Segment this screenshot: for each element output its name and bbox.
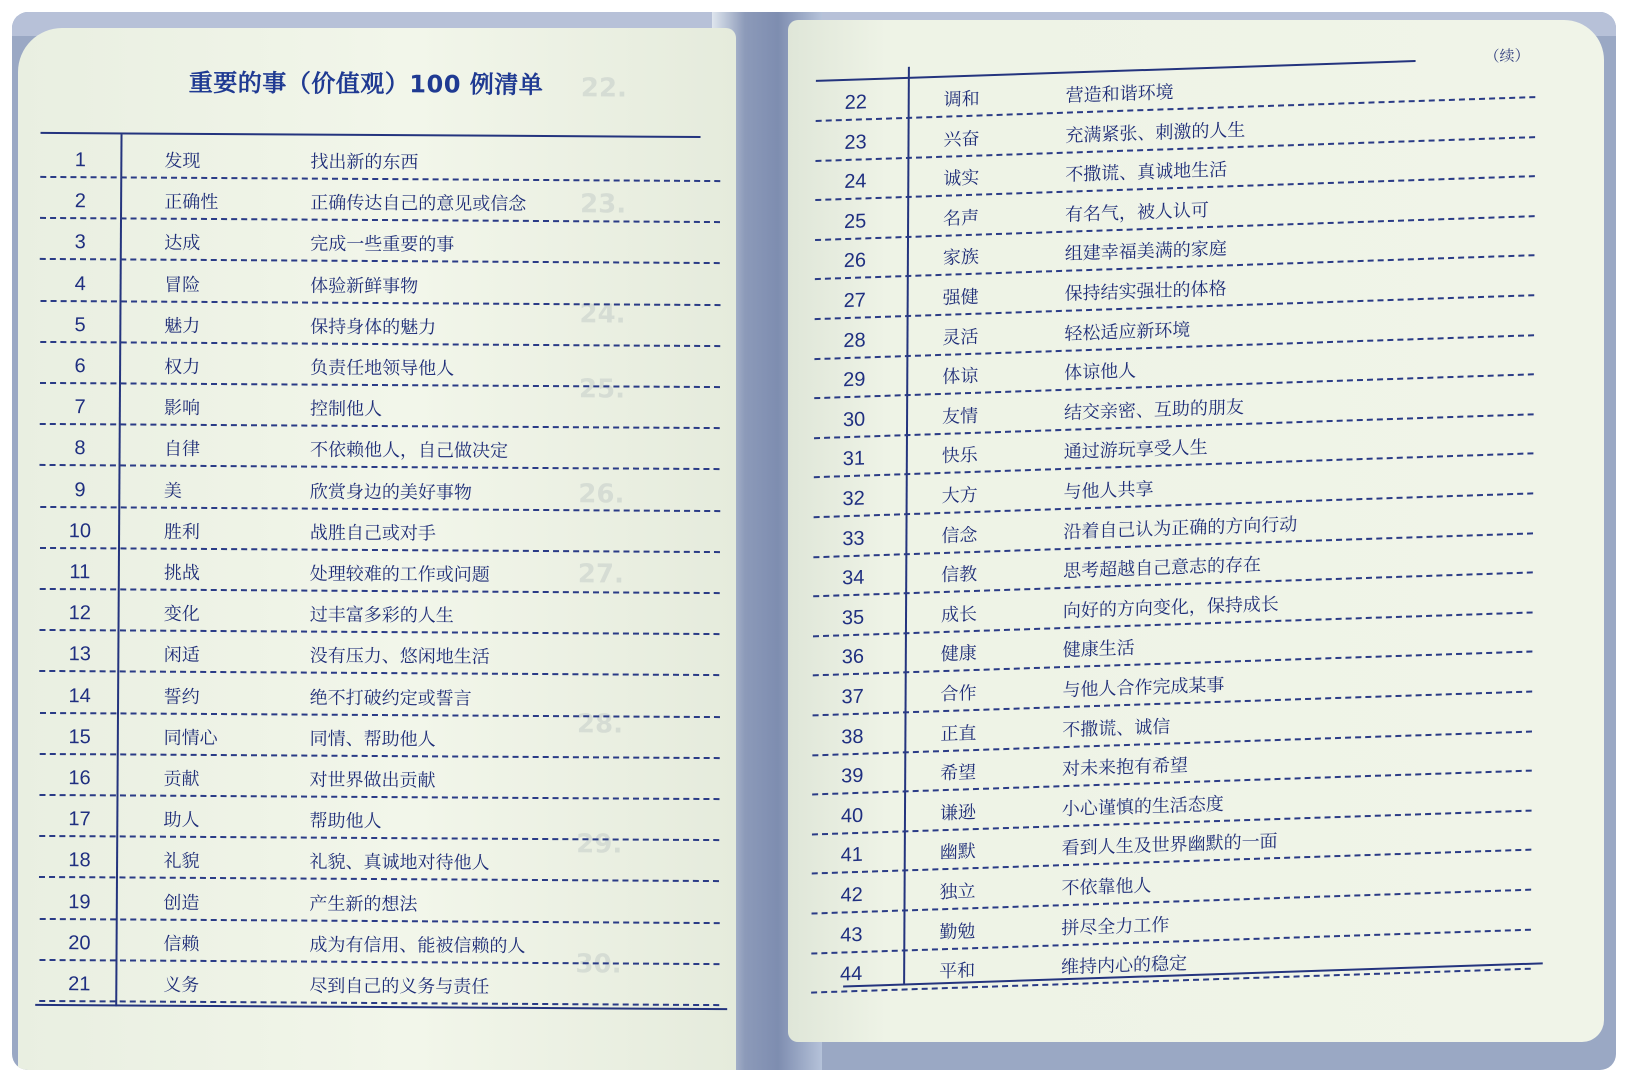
value-term: 灵活 bbox=[942, 326, 979, 349]
value-term: 勤勉 bbox=[939, 920, 976, 943]
value-term: 成长 bbox=[940, 603, 978, 626]
value-description: 处理较难的工作或问题 bbox=[309, 563, 490, 586]
value-term: 贡献 bbox=[163, 768, 200, 790]
row-number: 33 bbox=[842, 527, 865, 550]
value-term: 快乐 bbox=[941, 445, 978, 468]
value-term: 希望 bbox=[940, 762, 977, 785]
table-row bbox=[40, 385, 720, 429]
value-description: 帮助他人 bbox=[309, 810, 382, 833]
value-term: 合作 bbox=[940, 682, 977, 706]
bleed-through-text: 24. bbox=[579, 299, 626, 330]
value-description: 组建幸福美满的家庭 bbox=[1064, 238, 1227, 266]
bleed-through-text: 23. bbox=[580, 189, 627, 220]
bleed-through-text: 28. bbox=[576, 709, 624, 740]
value-term: 冒险 bbox=[164, 274, 201, 296]
table-row bbox=[40, 509, 720, 553]
row-number: 9 bbox=[74, 478, 86, 501]
row-number: 44 bbox=[840, 963, 863, 986]
value-term: 誓约 bbox=[163, 686, 200, 708]
value-term: 创造 bbox=[163, 892, 200, 914]
row-number: 32 bbox=[842, 487, 865, 511]
value-description: 不依赖他人，自己做决定 bbox=[309, 439, 509, 463]
row-number: 39 bbox=[841, 764, 864, 788]
value-description: 与他人共享 bbox=[1063, 478, 1154, 503]
value-term: 礼貌 bbox=[163, 851, 200, 873]
value-term: 幽默 bbox=[939, 841, 976, 864]
row-number: 8 bbox=[74, 437, 86, 460]
value-description: 通过游玩享受人生 bbox=[1063, 437, 1208, 464]
row-number: 18 bbox=[68, 849, 91, 872]
row-number: 37 bbox=[841, 685, 864, 709]
bleed-through-text: 25. bbox=[578, 374, 626, 405]
row-number: 38 bbox=[841, 725, 864, 749]
bleed-through-text: 26. bbox=[578, 479, 625, 510]
table-row bbox=[39, 838, 719, 882]
value-term: 美 bbox=[163, 480, 183, 502]
value-term: 闲适 bbox=[163, 645, 200, 667]
row-number: 16 bbox=[68, 767, 91, 790]
row-number: 6 bbox=[74, 355, 86, 378]
value-description: 与他人合作完成某事 bbox=[1062, 674, 1225, 702]
value-term: 体谅 bbox=[942, 365, 979, 389]
row-number: 11 bbox=[69, 561, 91, 584]
row-number: 13 bbox=[68, 643, 91, 666]
row-number: 43 bbox=[840, 923, 863, 947]
table-row bbox=[40, 344, 720, 388]
bleed-through-text: 22. bbox=[580, 73, 627, 104]
value-description: 体验新鲜事物 bbox=[310, 275, 419, 297]
row-number: 30 bbox=[842, 408, 866, 432]
book-photo bbox=[12, 12, 1616, 1070]
right-page-content bbox=[783, 12, 1604, 1054]
table-row bbox=[39, 756, 719, 800]
value-term: 独立 bbox=[939, 881, 976, 904]
table-row bbox=[39, 921, 719, 965]
value-description: 不依靠他人 bbox=[1061, 875, 1152, 900]
value-description: 对世界做出贡献 bbox=[309, 769, 436, 792]
row-number: 1 bbox=[74, 149, 86, 172]
value-description: 对未来抱有希望 bbox=[1062, 755, 1189, 781]
row-number: 28 bbox=[843, 329, 866, 352]
value-term: 影响 bbox=[163, 397, 201, 420]
value-term: 调和 bbox=[943, 88, 980, 111]
value-term: 变化 bbox=[163, 603, 200, 626]
table-row bbox=[40, 179, 720, 223]
value-description: 拼尽全力工作 bbox=[1061, 914, 1170, 939]
value-description: 保持结实强壮的体格 bbox=[1064, 278, 1227, 305]
row-number: 20 bbox=[68, 931, 91, 955]
value-term: 魅力 bbox=[164, 315, 201, 337]
row-number: 17 bbox=[68, 808, 91, 831]
value-description: 看到人生及世界幽默的一面 bbox=[1061, 831, 1278, 860]
value-description: 成为有信用、能被信赖的人 bbox=[309, 934, 526, 957]
row-number: 19 bbox=[68, 890, 91, 913]
value-description: 不撒谎、真诚地生活 bbox=[1065, 159, 1228, 186]
row-number: 35 bbox=[841, 606, 865, 630]
value-term: 同情心 bbox=[163, 727, 218, 749]
row-number: 26 bbox=[843, 249, 867, 273]
table-row bbox=[40, 426, 720, 470]
table-row bbox=[39, 880, 719, 924]
value-description: 控制他人 bbox=[309, 398, 383, 421]
value-description: 正确传达自己的意见或信念 bbox=[310, 192, 527, 216]
table-row bbox=[40, 262, 720, 306]
row-number: 22 bbox=[844, 91, 867, 114]
value-description: 过丰富多彩的人生 bbox=[309, 604, 454, 627]
row-number: 23 bbox=[844, 130, 867, 154]
row-number: 7 bbox=[74, 396, 86, 419]
value-description: 思考超越自己意志的存在 bbox=[1063, 554, 1262, 583]
table-row bbox=[39, 797, 719, 841]
table-top-rule bbox=[41, 132, 701, 138]
value-term: 权力 bbox=[164, 356, 201, 378]
row-number: 41 bbox=[840, 844, 863, 867]
value-description: 保持身体的魅力 bbox=[310, 316, 437, 339]
row-number: 4 bbox=[74, 272, 86, 295]
value-term: 信教 bbox=[941, 564, 978, 587]
value-description: 尽到自己的义务与责任 bbox=[309, 975, 490, 998]
row-number: 2 bbox=[74, 190, 86, 213]
value-description: 完成一些重要的事 bbox=[310, 233, 455, 256]
row-number: 3 bbox=[74, 231, 86, 254]
table-row bbox=[40, 591, 720, 635]
bleed-through-text: 30. bbox=[575, 949, 622, 980]
value-description: 维持内心的稳定 bbox=[1061, 953, 1188, 979]
value-term: 信赖 bbox=[163, 933, 200, 955]
value-term: 胜利 bbox=[163, 521, 200, 543]
value-term: 健康 bbox=[940, 643, 977, 666]
value-term: 大方 bbox=[941, 484, 978, 507]
value-term: 正直 bbox=[940, 722, 977, 745]
value-term: 达成 bbox=[164, 233, 201, 255]
row-number: 14 bbox=[68, 684, 91, 707]
value-description: 欣赏身边的美好事物 bbox=[309, 481, 473, 504]
bleed-through-text: 27. bbox=[577, 559, 625, 590]
table-row bbox=[40, 138, 720, 182]
value-term: 平和 bbox=[939, 960, 976, 983]
value-description: 体谅他人 bbox=[1064, 360, 1137, 385]
bleed-through-text: 29. bbox=[576, 829, 623, 860]
value-description: 产生新的想法 bbox=[309, 893, 418, 915]
value-description: 营造和谐环境 bbox=[1065, 82, 1174, 107]
value-description: 不撒谎、诚信 bbox=[1062, 716, 1171, 741]
table-row bbox=[40, 303, 720, 347]
value-term: 名声 bbox=[943, 207, 980, 230]
row-number: 27 bbox=[843, 289, 866, 313]
table-row bbox=[40, 468, 720, 512]
row-number: 36 bbox=[841, 646, 865, 669]
value-term: 正确性 bbox=[164, 191, 219, 214]
row-number: 40 bbox=[840, 804, 864, 828]
row-number: 5 bbox=[74, 313, 86, 337]
value-description: 向好的方向变化，保持成长 bbox=[1062, 593, 1279, 622]
value-description: 轻松适应新环境 bbox=[1064, 319, 1191, 345]
table-row bbox=[40, 550, 720, 594]
value-description: 健康生活 bbox=[1062, 638, 1135, 662]
row-number: 25 bbox=[843, 210, 867, 233]
value-description: 有名气，被人认可 bbox=[1064, 199, 1209, 226]
value-description: 礼貌、真诚地对待他人 bbox=[309, 851, 490, 875]
row-number: 10 bbox=[68, 519, 92, 543]
value-term: 信念 bbox=[941, 524, 978, 547]
value-term: 谦逊 bbox=[939, 801, 977, 825]
value-description: 负责任地领导他人 bbox=[310, 357, 455, 380]
value-description: 没有压力、悠闲地生活 bbox=[309, 645, 490, 669]
value-term: 诚实 bbox=[943, 167, 980, 190]
value-term: 兴奋 bbox=[943, 128, 980, 151]
value-term: 友情 bbox=[941, 405, 979, 428]
right-page bbox=[788, 20, 1604, 1042]
value-term: 家族 bbox=[942, 247, 979, 270]
value-description: 找出新的东西 bbox=[310, 151, 419, 174]
row-number: 15 bbox=[68, 725, 91, 749]
value-description: 沿着自己认为正确的方向行动 bbox=[1063, 513, 1298, 543]
value-term: 义务 bbox=[163, 974, 200, 996]
row-number: 31 bbox=[842, 447, 866, 471]
value-description: 同情、帮助他人 bbox=[309, 728, 436, 751]
row-number: 24 bbox=[844, 170, 867, 194]
table-row bbox=[40, 715, 720, 759]
left-page-content bbox=[15, 26, 739, 1070]
value-description: 充满紧张、刺激的人生 bbox=[1065, 119, 1246, 147]
row-number: 21 bbox=[68, 973, 91, 996]
row-number: 42 bbox=[840, 883, 863, 907]
row-number: 34 bbox=[842, 566, 865, 590]
value-term: 强健 bbox=[942, 286, 979, 309]
table-row bbox=[40, 632, 720, 676]
page-title: 重要的事（价值观）100 例清单 bbox=[188, 68, 544, 100]
row-number: 29 bbox=[843, 368, 866, 392]
value-term: 发现 bbox=[164, 150, 201, 172]
table-row bbox=[40, 674, 720, 718]
value-term: 挑战 bbox=[163, 562, 200, 584]
value-description: 绝不打破约定或誓言 bbox=[309, 687, 472, 710]
continued-label: （续） bbox=[1484, 46, 1530, 66]
table-row bbox=[40, 220, 720, 264]
value-description: 小心谨慎的生活态度 bbox=[1061, 793, 1224, 820]
value-description: 战胜自己或对手 bbox=[309, 522, 436, 545]
row-number: 12 bbox=[68, 602, 91, 625]
table-row bbox=[39, 962, 719, 1006]
value-term: 自律 bbox=[163, 439, 201, 461]
left-page bbox=[18, 28, 736, 1070]
value-term: 助人 bbox=[163, 809, 200, 832]
value-description: 结交亲密、互助的朋友 bbox=[1063, 396, 1244, 424]
